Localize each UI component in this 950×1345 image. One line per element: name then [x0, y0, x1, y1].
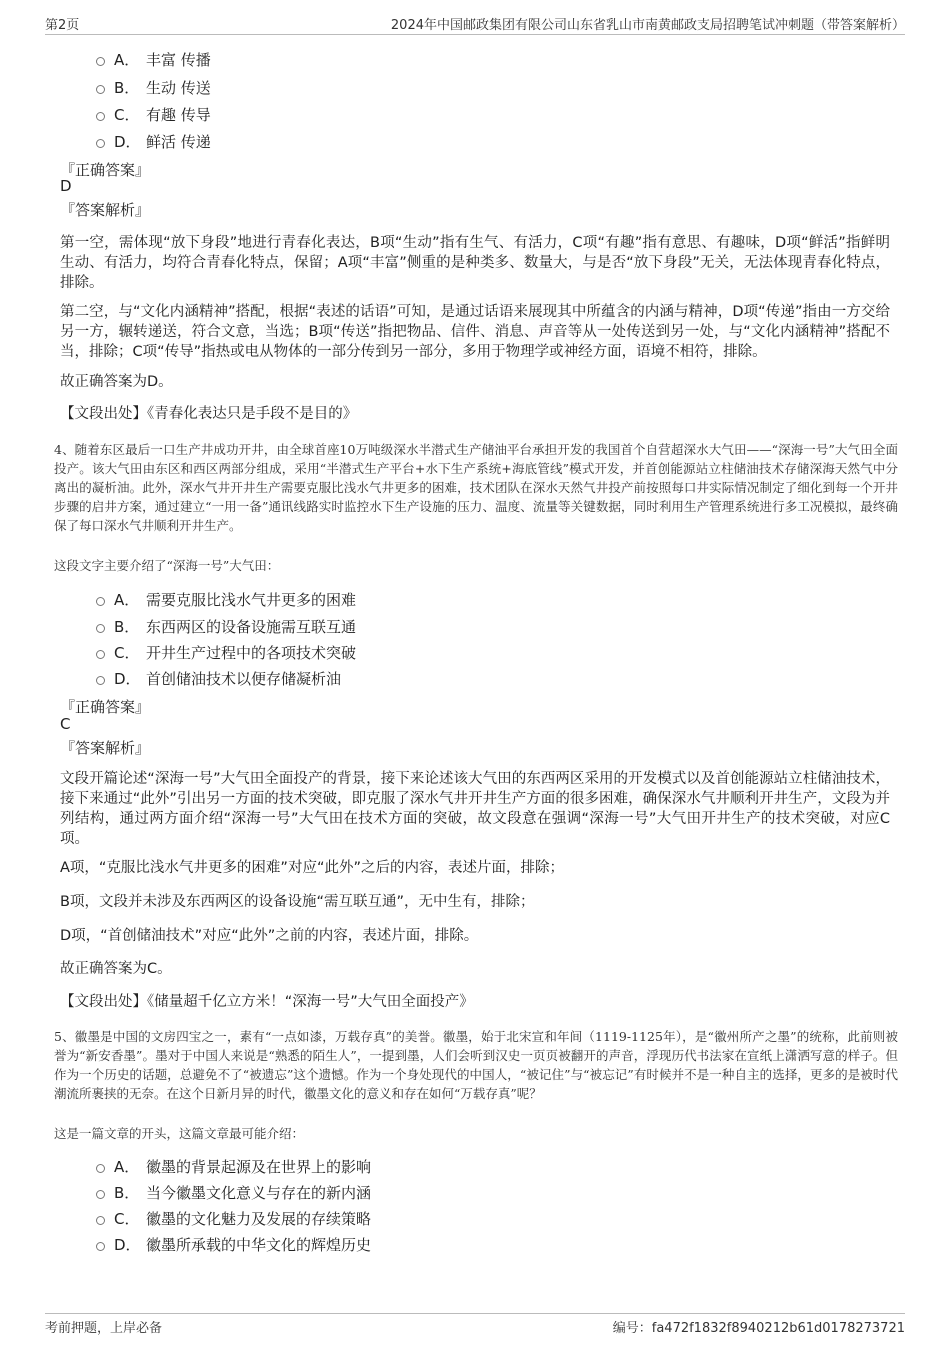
- source-citation: 【文段出处】《储量超千亿立方米！“深海一号”大气田全面投产》: [60, 994, 474, 1010]
- q3-option-d[interactable]: D． 鲜活 传递: [96, 130, 211, 152]
- analysis-conclusion: 故正确答案为D。: [60, 374, 173, 390]
- page-footer: [45, 1313, 905, 1338]
- analysis-paragraph: D项，“首创储油技术”对应“此外”之前的内容，表述片面，排除。: [60, 928, 479, 944]
- source-citation: 【文段出处】《青春化表达只是手段不是目的》: [60, 406, 358, 422]
- radio-icon[interactable]: [96, 1190, 105, 1199]
- analysis-paragraph: 第二空，与“文化内涵精神”搭配，根据“表述的话语”可知，是通过话语来展现其中所蕴含的内涵与精神，D项“传递”指由一方交给另一方，辗转递送，符合文意，当选；B项“传送”指把物品、信件、消息、声音等从一处传送到另一处，与“文化内涵精神”搭配不当，排除；C项“传导”指热或电从物体的一部分传到另一部分，多用于物理学或神经方面，语境不相符，排除。: [60, 304, 890, 360]
- question-prompt: 这段文字主要介绍了“深海一号”大气田：: [54, 558, 280, 573]
- question-prompt: 这是一篇文章的开头，这篇文章最可能介绍：: [54, 1126, 305, 1141]
- analysis-paragraph: 第一空，需体现“放下身段”地进行青春化表达，B项“生动”指有生气、有活力，C项“有趣”指有意思、有趣味，D项“鲜活”指鲜明生动、有活力，均符合青春化特点，保留；A项“丰富”侧重的是种类多、数量大，与是否“放下身段”无关，无法体现青春化特点，排除。: [60, 235, 890, 291]
- q5-option-d[interactable]: D． 徽墨所承载的中华文化的辉煌历史: [96, 1233, 371, 1255]
- q4-option-b[interactable]: B． 东西两区的设备设施需互联互通: [96, 615, 356, 637]
- q5-option-a[interactable]: A． 徽墨的背景起源及在世界上的影响: [96, 1155, 371, 1177]
- radio-icon[interactable]: [96, 1164, 105, 1173]
- page-header: [45, 14, 905, 35]
- q4-option-c[interactable]: C． 开井生产过程中的各项技术突破: [96, 641, 356, 663]
- q4-option-d[interactable]: D． 首创储油技术以便存储凝析油: [96, 667, 341, 689]
- analysis-conclusion: 故正确答案为C。: [60, 961, 172, 977]
- document-title: 2024年中国邮政集团有限公司山东省乳山市南黄邮政支局招聘笔试冲刺题（带答案解析）: [390, 18, 905, 33]
- document-id: 编号：fa472f1832f8940212b61d0178273721: [612, 1321, 905, 1336]
- radio-icon[interactable]: [96, 85, 105, 94]
- analysis-paragraph: 文段开篇论述“深海一号”大气田全面投产的背景，接下来论述该大气田的东西两区采用的开发模式以及首创能源站立柱储油技术，接下来通过“此外”引出另一方面的技术突破，即克服了深水气井开井生产方面的很多困难，确保深水气井顺利开井生产，文段为并列结构，通过两方面介绍“深海一号”大气田在技术方面的突破，故文段意在强调“深海一号”大气田开井生产的技术突破，对应C项。: [60, 771, 890, 847]
- page-number: 第2页: [45, 18, 80, 33]
- q3-option-c[interactable]: C． 有趣 传导: [96, 103, 211, 125]
- analysis-label: 『答案解析』: [60, 739, 151, 757]
- radio-icon[interactable]: [96, 676, 105, 685]
- q3-option-b[interactable]: B． 生动 传送: [96, 76, 211, 98]
- q4-option-a[interactable]: A． 需要克服比浅水气井更多的困难: [96, 588, 356, 610]
- footer-slogan: 考前押题，上岸必备: [45, 1321, 163, 1336]
- question-text: 5、徽墨是中国的文房四宝之一，素有“一点如漆，万载存真”的美誉。徽墨，始于北宋宣和年间（1119-1125年），是“徽州所产之墨”的统称，此前则被誉为“新安香墨”。墨对于中国人来说是“熟悉的陌生人”，一提到墨，人们会听到汉史一页页被翻开的声音，浮现历代书法家在宣纸上潇洒写意的样子。但作为一个历史的话题，总避免不了“被遗忘”这个遗憾。作为一个身处现代的中国人，“被记住”与“被忘记”有时候并不是一种自主的选择，更多的是被时代潮流所裹挟的无奈。在这个日新月异的时代，徽墨文化的意义和存在如何“万载存真”呢？: [54, 1029, 898, 1101]
- analysis-label: 『答案解析』: [60, 201, 151, 219]
- radio-icon[interactable]: [96, 597, 105, 606]
- radio-icon[interactable]: [96, 139, 105, 148]
- radio-icon[interactable]: [96, 624, 105, 633]
- question-text: 4、随着东区最后一口生产井成功开井，由全球首座10万吨级深水半潜式生产储油平台承担开发的我国首个自营超深水大气田——“深海一号”大气田全面投产。该大气田由东区和西区两部分组成，采用“半潜式生产平台+水下生产系统+海底管线”模式开发，并首创能源站立柱储油技术存储深海天然气中分离出的凝析油。此外，深水气井开井生产需要克服比浅水气井更多的困难，技术团队在深水天然气井投产前按照每口井实际情况制定了细化到每一个开井步骤的启井方案，通过建立“一用一备”通讯线路实时监控水下生产设施的压力、温度、流量等关键数据，同时利用生产管理系统进行多工况模拟，最终确保了每口深水气井顺利开井生产。: [54, 442, 898, 533]
- answer-label: 『正确答案』: [60, 698, 151, 716]
- q3-option-a[interactable]: A． 丰富 传播: [96, 48, 211, 70]
- answer-value: D: [60, 177, 72, 195]
- q5-option-c[interactable]: C． 徽墨的文化魅力及发展的存续策略: [96, 1207, 371, 1229]
- answer-value: C: [60, 715, 71, 733]
- analysis-paragraph: B项，文段并未涉及东西两区的设备设施“需互联互通”，无中生有，排除；: [60, 894, 535, 910]
- answer-label: 『正确答案』: [60, 161, 151, 179]
- radio-icon[interactable]: [96, 1242, 105, 1251]
- radio-icon[interactable]: [96, 112, 105, 121]
- radio-icon[interactable]: [96, 1216, 105, 1225]
- q5-option-b[interactable]: B． 当今徽墨文化意义与存在的新内涵: [96, 1181, 371, 1203]
- analysis-paragraph: A项，“克服比浅水气井更多的困难”对应“此外”之后的内容，表述片面，排除；: [60, 860, 564, 876]
- radio-icon[interactable]: [96, 57, 105, 66]
- radio-icon[interactable]: [96, 650, 105, 659]
